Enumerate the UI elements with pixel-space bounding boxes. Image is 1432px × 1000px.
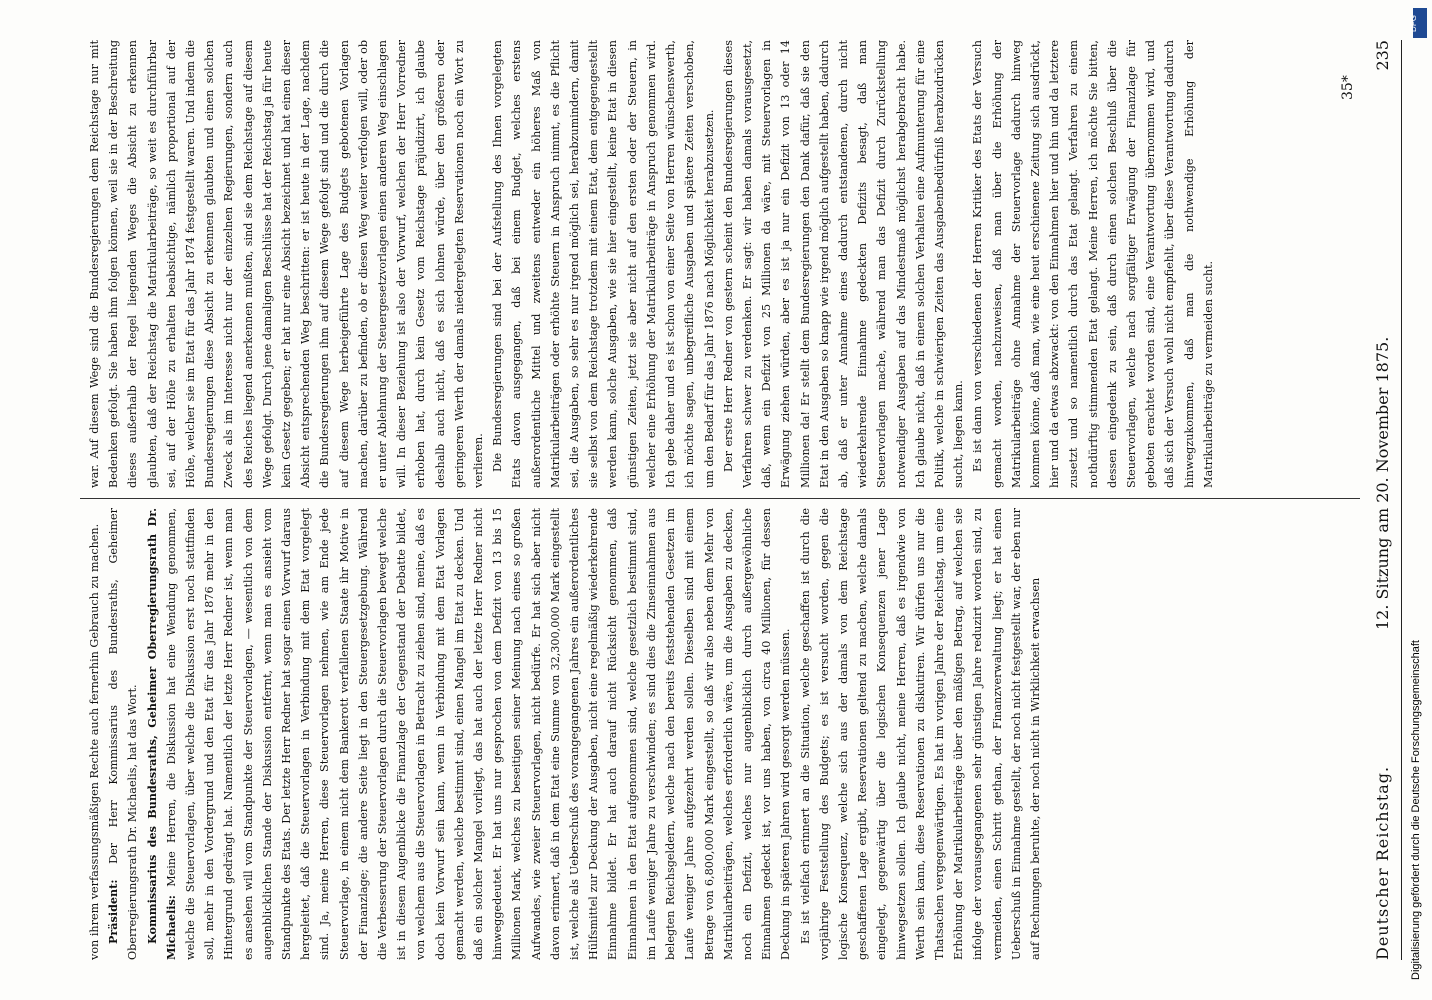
paragraph: Es ist dann von verschiedenen der Herren Kritiker des Etats der Versuch gemacht worden, nachzuweisen, daß man über die Erhöhung der Matrikularbeiträge ohne Annahme der Steuervorlage dadurch hinweg kommen könne, daß man, wie eine heut erschienene Zeitung sich ausdrückt, hier und da etwas abzwackt: von den Einnahmen hier und hin und da letztere zusetzt und so namentlich durch das Etat gelangt. Verfahren zu einem nothdürftig stimmenden Etat gelangt. Meine Herren, ich möchte Sie bitten, dessen eingedenk zu sein, daß durch einen solchen Beschluß über die Steuervorlagen, welche nach sorgfältiger Erwägung der Finanzlage für geboten erachtet worden sind, eine Verantwortung übernommen wird, und daß sich der Versuch wohl nicht empfiehlt, über diese Verantwortung dadurch hinwegzukommen, daß man die nothwendige Erhöhung der Matrikularbeiträge zu vermeiden sucht. bbox=[971, 40, 1215, 488]
paragraph-text: Meine Herren, die Diskussion hat eine Wendung genommen, welche die Steuervorlagen, über welche die Diskussion erst noch stattfinden soll, mehr in den Vordergrund und den Etat für das Jahr 1876 mehr in den Hintergrund gedrängt hat. Namentlich der letzte Herr Redner ist, wenn man es ansehen will vom Standpunkte der Steuervorlagen, — wesentlich von dem augenblicklichen Stande der Diskussion entfernt, wenn man es ansieht vom Standpunkte des Etats. Der letzte Herr Redner hat sogar einen Vorwurf daraus hergeleitet, daß die Steuervorlagen in Verbindung mit dem Etat vorgelegt sind. Ja, meine Herren, diese Steuervorlagen nehmen, wie am Ende jede Steuervorlage, in einem nicht dem Bankerott verfallenen Staate ihr Motive in der Finanzlage; die andere Seite liegt in den Steuergesetzgebung. Während die Verbesserung der Steuervorlagen durch die Steuervorlagen bewegt welche ist in diesem Augenblicke die Finanzlage der Gegenstand der Debatte bildet, von welchem aus die Steuervorlagen in Betracht zu ziehen sind, meine, daß es doch kein Vorwurf sein kann, wenn in Verbindung mit dem Etat Vorlagen gemacht werden, welche bestimmt sind, einen Mangel im Etat zu decken. Und daß ein solcher Mangel vorliegt, das hat auch der letzte Herr Redner nicht hinweggedeutet. Er hat uns nur gesprochen von dem Defizit von 13 bis 15 Millionen Mark, welches zu beseitigen seiner Meinung nach eines so großen Aufwandes, wie zweier Steuervorlagen, nicht bedürfe. Er hat sich aber nicht davon erinnert, daß in dem Etat eine Summe von 32,300,000 Mark eingestellt ist, welche als Ueberschuß des vorangegangenen Jahres ein außerordentliches Hülfsmittel zur Deckung der Ausgaben, nicht eine regelmäßig wiederkehrende Einnahme bildet. Er hat auch darauf nicht Rücksicht genommen, daß Einnahmen in den Etat aufgenommen sind, welche gesetzlich bestimmt sind, im Laufe weniger Jahre zu verschwinden; es sind dies die Zinseinnahmen aus belegten Reichsgeldern, welche nach den bereits feststehenden Gesetzen im Laufe weniger Jahre aufgezehrt werden sollen. Dieselben sind mit einem Betrage von 6,800,000 Mark eingestellt, so daß wir also neben dem Mehr von Matrikularbeiträgen, welches erforderlich wäre, um die Ausgaben zu decken, noch ein Defizit, welches nur augenblicklich durch außergewöhnliche Einnahmen gedeckt ist, vor uns haben, von circa 40 Millionen, für dessen Deckung in späteren Jahren wird gesorgt werden müssen. bbox=[164, 508, 793, 960]
paragraph bbox=[104, 508, 142, 960]
page-number: 235 bbox=[1373, 40, 1392, 71]
right-column bbox=[85, 40, 1355, 488]
paragraph: von ihrem verfassungsmäßigen Rechte auch fernerhin Gebrauch zu machen. bbox=[88, 523, 101, 960]
speaker-label: Präsident: bbox=[106, 879, 121, 944]
paragraph: Der erste Herr Redner von gestern scheint den Bundesregierungen dieses Verfahren schwer zu verdenken. Er sagt: wir haben damals vorausgesetzt, daß, wenn ein Defizit von 25 Millionen da wäre, mit Steuervorlagen in Erwägung ziehen würden, aber es ist ja nur ein Defizit von 13 oder 14 Millionen da! Er stellt dem Bundesregierungen den Dank dafür, daß sie den Etat in den Ausgaben so knapp wie irgend möglich aufgestellt haben, dadurch ab, daß er unter Annahme eines dadurch entstandenen, durch nicht wiederkehrende Einnahme gedeckten Defizits besagt, daß man Steuervorlagen mache, während man das Defizit durch Zurückstellung notwendiger Ausgaben auf das Mindestmaß möglichst herabgebracht habe. Ich glaube nicht, daß in einem solchen Verhalten eine Aufmunterung für eine Politik, welche in schwierigen Zeiten das Ausgabenbedürfniß herabzudrücken sucht, liegen kann. bbox=[721, 40, 966, 488]
digitization-note-text: Digitalisierung gefördert durch die Deutsche Forschungsgemeinschaft bbox=[1410, 640, 1422, 980]
paragraph bbox=[143, 508, 796, 960]
page-header bbox=[1365, 40, 1402, 960]
dfg-logo-text: DFG bbox=[1408, 15, 1418, 32]
paragraph: Es ist vielfach erinnert an die Situation, welche geschaffen ist durch die vorjährige Feststellung des Budgets; es ist versucht worden, gegen die logische Konsequenz, welche sich aus der damals von dem Reichstage geschaffenen Lage ergibt, Reservationen geltend zu machen, welche damals eingelegt, gegenwärtig über die logischen Konsequenzen jener Lage hinwegsetzen sollen. Ich glaube nicht, meine Herren, daß es irgendwie von Werth sein kann, diese Reservationen zu diskutiren. Wir dürfen uns nur die Thatsachen vergegenwärtigen. Es hat im vorigen Jahre der Reichstag, um eine Erhöhung der Matrikularbeiträge über den mäßigen Betrag, auf welchen sie infolge der vorausgegangenen sehr günstigen Jahre reduzirt worden sind, zu vermeiden, einen Schritt gethan, der Finanzverwaltung liegt; er hat einen Ueberschuß in Einnahme gestellt, der noch nicht festgestellt war, der eben nur auf Rechnungen beruhte, der noch nicht in Wirklichkeit erwachsen bbox=[798, 508, 1042, 960]
signature-mark: 35* bbox=[1340, 75, 1356, 100]
speaker-label: Kommissarius des Bundesraths, Geheimer Oberregierungsrath Dr. Michaelis: bbox=[144, 508, 178, 960]
paragraph: war. Auf diesem Wege sind die Bundesregierungen dem Reichstage nur mit Bedenken gefolgt. Sie haben ihm folgen können, weil sie in der Beschreitung dieses außerhalb der Regel liegenden Weges die Absicht zu erkennen glaubten, daß der Reichstag die Matrikularbeiträge, so weit es durchführbar sei, auf der Höhe zu erhalten beabsichtige, nämlich proportional auf der Höhe, welcher sie im Etat für das Jahr 1874 festgestellt waren. Und indem die Bundesregierungen diese Absicht zu erkennen glaubten und einen solchen Zweck als im Interesse nicht nur der einzelnen Regierungen, sondern auch des Reiches liegend anerkennen mußten, sind sie dem Reichstage auf diesem Wege gefolgt. Durch jene damaligen Beschlüsse hat der Reichstag ja für heute kein Gesetz gegeben; er hat nur eine Absicht bezeichnet und hat einen dieser Absicht entsprechenden Weg beschritten: er ist heute in der Lage, nachdem die Bundesregierungen ihm auf diesem Wege gefolgt sind und die durch die auf diesem Wege herbeigeführte Lage des Budgets gebotenen Vorlagen machen, darüber zu befinden, ob er diesen Weg weiter verfolgen will, oder ob er unter Ablehnung der Steuergesetzvorlagen einen anderen Weg einschlagen will. In dieser Beziehung ist also der Vorwurf, welchen der Herr Vorredner erhoben hat, durch kein Gesetz vom Reichstage präjudizirt, ich glaube deshalb auch nicht, daß es sich lohnen würde, über den größeren oder geringeren Werth der damals niedergelegten Reservationen noch ein Wort zu verlieren. bbox=[88, 40, 486, 488]
session-title: 12. Sitzung am 20. November 1875. bbox=[1373, 336, 1392, 630]
paragraph-text: Der Herr Kommissarius des Bundesraths, Geheimer Oberregierungsrath Dr. Michaelis, hat das Wort. bbox=[107, 508, 140, 960]
left-column bbox=[85, 508, 1355, 960]
digitization-note bbox=[1410, 20, 1428, 980]
column-divider bbox=[80, 498, 1360, 499]
paragraph: Die Bundesregierungen sind bei der Aufstellung des Ihnen vorgelegten Etats davon ausgegangen, daß bei einem Budget, welches erstens außerordentliche Mittel und zweitens entweder ein höheres Maß von Matrikularbeiträgen oder erhöhte Steuern in Anspruch nimmt, es die Pflicht sei, die Ausgaben, so sehr es nur irgend möglich sei, herabzumindern, damit sie selbst von dem Reichstage trotzdem mit einem Etat, dem entgegengestellt werden kann, solche Ausgaben, wie sie hier eingestellt, keine Etat in diesen günstigen Zeiten, jetzt sie aber nicht auf den ersten oder der Steuern, in welcher eine Erhöhung der Matrikularbeiträge in Anspruch genommen wird. Ich gebe daher und es ist schon von einer Seite von Herren wünschenswerth, ich möchte sagen, unbegreifliche Ausgaben und spätere Zeiten verschoben, um den Bedarf für das Jahr 1876 nach Möglichkeit herabzusetzen. bbox=[491, 40, 716, 488]
running-title: Deutscher Reichstag. bbox=[1373, 765, 1392, 960]
